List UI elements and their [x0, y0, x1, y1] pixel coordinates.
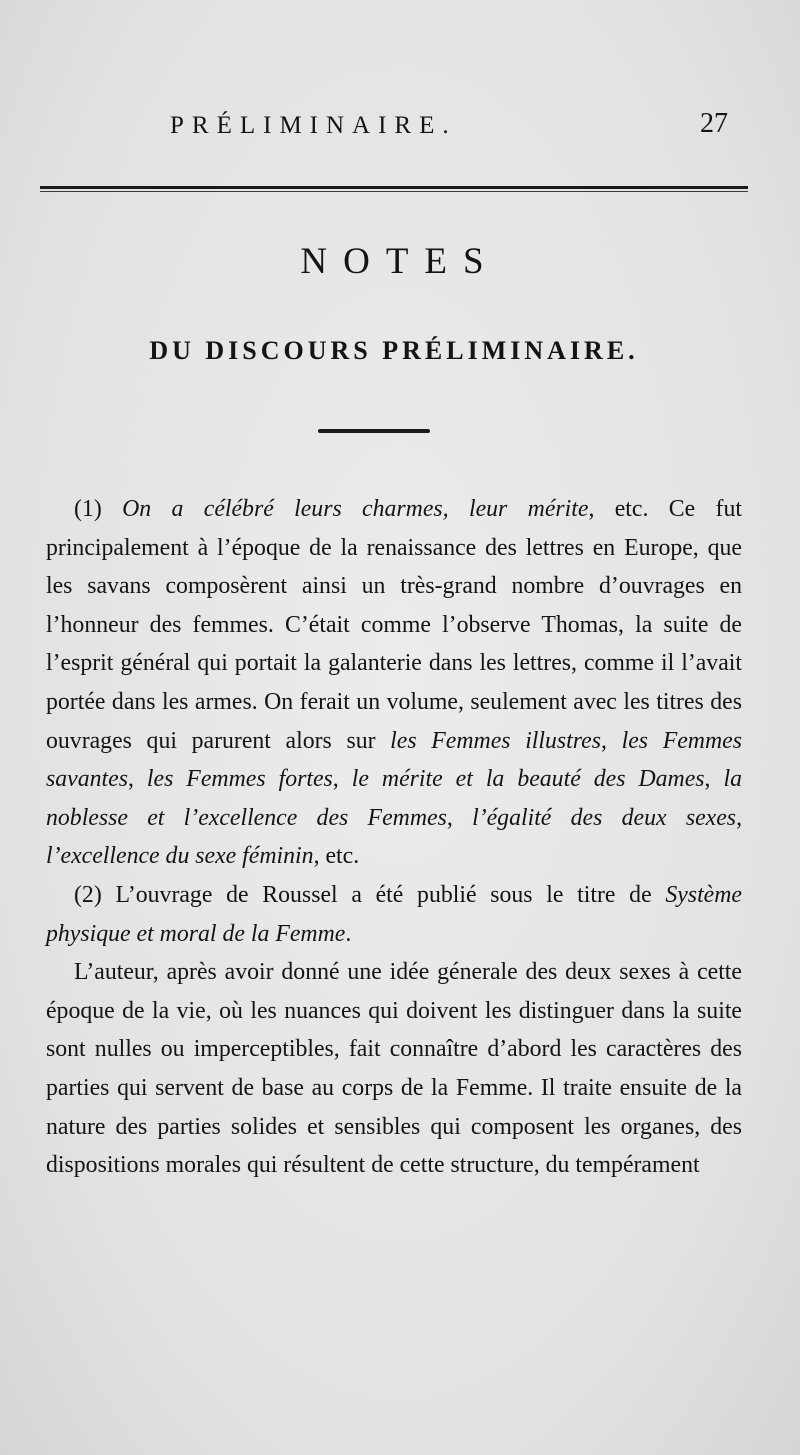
separator: , — [127, 766, 147, 793]
note-1-lead: On a célébré leurs charmes, leur mérite — [122, 496, 589, 522]
note-1-lead-end: , etc. — [588, 496, 649, 522]
section-title: NOTES — [300, 241, 500, 282]
note-2 — [46, 876, 742, 953]
book-title-roussel: Système physique et moral de la Femme — [46, 881, 742, 947]
section-subtitle: DU DISCOURS PRÉLIMINAIRE. — [149, 336, 639, 365]
header-rule-thin — [40, 191, 748, 192]
book-title-1: les Femmes illustres — [390, 727, 601, 754]
book-title-3: les Femmes fortes — [146, 766, 333, 793]
paragraph-3: L’auteur, après avoir donné une idée génerale des deux sexes à cette époque de la vie, où les nuances qui doivent les distinguer dans la suite sont nulles ou imperceptibles, fait connaître d’abord les caractères des parties qui servent de base au corps de la Femme. Il traite ensuite de la nature des parties solides et sensibles qui composent les organes, des dispositions morales qui résultent de cette structure, du tempérament — [46, 959, 742, 1179]
note-1 — [46, 490, 742, 876]
running-head-title: PRÉLIMINAIRE. — [170, 112, 457, 139]
note-2-number: (2) — [74, 881, 102, 908]
separator: , — [704, 766, 724, 793]
body-text — [46, 490, 742, 1185]
separator: , — [332, 766, 352, 793]
separator: , — [601, 727, 622, 754]
book-title-4: le mérite et la beauté des Dames — [351, 766, 705, 793]
note-2-end: . — [345, 920, 352, 947]
note-1-text: Ce fut principalement à l’époque de la renaissance des lettres en Europe, que les savans composèrent ainsi un très-grand nombre d’ouvrages en l’honneur des femmes. C’était comme l’observe Thomas, la suite de l’esprit général qui portait la galanterie dans les lettres, comme il l’avait portée dans les armes. On ferait un volume, seulement avec les titres des ouvrages qui parurent alors sur — [46, 496, 742, 754]
book-title-2: les Femmes savantes — [46, 727, 742, 793]
separator: , — [446, 804, 473, 831]
book-title-7: l’excellence du sexe féminin — [46, 843, 314, 870]
separator: , — [736, 804, 743, 831]
note-1-end: , etc. — [313, 843, 360, 870]
page-number: 27 — [700, 108, 728, 139]
note-2-text: L’ouvrage de Roussel a été publié sous le titre de — [115, 881, 666, 908]
book-title-5: la noblesse et l’excellence des Femmes — [46, 766, 742, 831]
ornament-rule — [318, 429, 430, 433]
running-head — [40, 108, 740, 152]
header-rule — [40, 186, 748, 189]
book-title-6: l’égalité des deux sexes — [472, 804, 737, 831]
note-1-number: (1) — [74, 496, 102, 522]
